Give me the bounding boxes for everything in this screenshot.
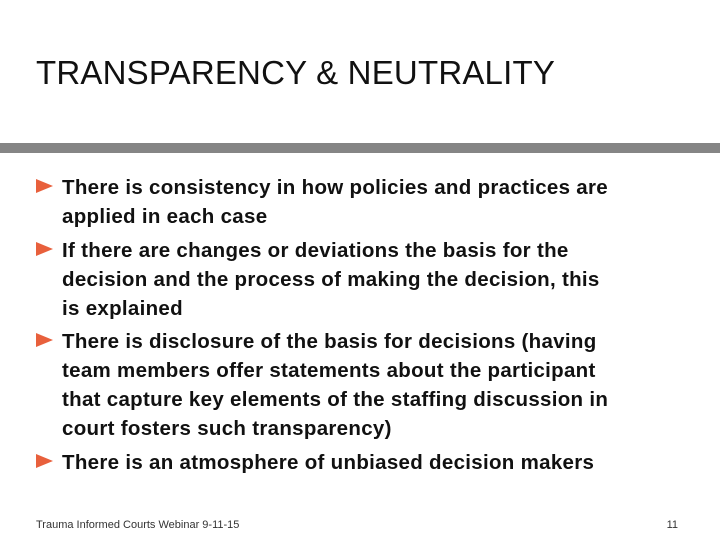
- bullet-item: [36, 173, 716, 231]
- bullet-line: applied in each case: [62, 205, 268, 228]
- bullet-arrow-icon: [36, 333, 53, 347]
- bullet-line: court fosters such transparency): [62, 417, 392, 440]
- footer-text: Trauma Informed Courts Webinar 9-11-15: [36, 519, 240, 531]
- bullet-line: that capture key elements of the staffing discussion in: [62, 388, 609, 411]
- bullet-line: There is an atmosphere of unbiased decision makers: [62, 450, 595, 474]
- bullet-arrow-icon: [36, 454, 53, 468]
- bullet-list: [36, 173, 716, 481]
- bullet-item: [36, 327, 716, 443]
- bullet-line: team members offer statements about the participant: [62, 359, 596, 382]
- slide-title: TRANSPARENCY & NEUTRALITY: [36, 54, 556, 91]
- bullet-line: If there are changes or deviations the basis for the: [62, 238, 569, 262]
- title-divider: [0, 143, 720, 153]
- bullet-item: [36, 448, 716, 477]
- bullet-arrow-icon: [36, 242, 53, 256]
- bullet-line: There is consistency in how policies and practices are: [62, 176, 608, 199]
- bullet-line: is explained: [62, 296, 183, 320]
- bullet-item: [36, 236, 716, 323]
- page-number: 11: [666, 519, 678, 531]
- bullet-line: decision and the process of making the decision, this: [62, 267, 600, 291]
- bullet-line: There is disclosure of the basis for decisions (having: [62, 330, 597, 353]
- bullet-arrow-icon: [36, 179, 53, 193]
